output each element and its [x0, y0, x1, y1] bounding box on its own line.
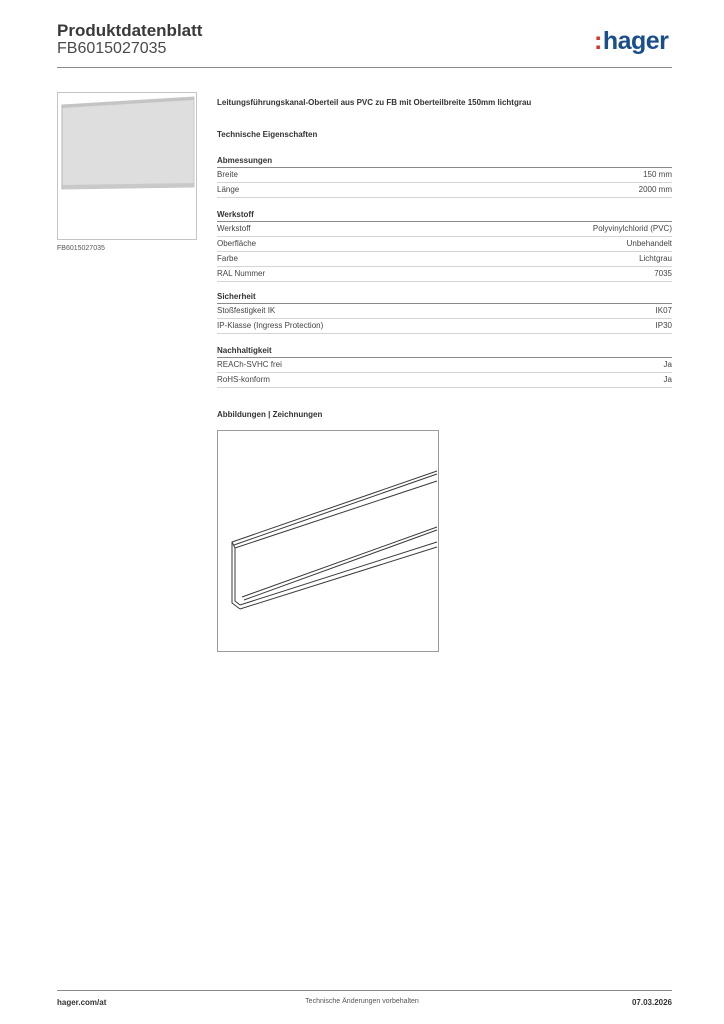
logo-text: hager [602, 27, 669, 55]
table-row [217, 222, 672, 237]
footer-divider [57, 990, 672, 991]
row-value: Ja [663, 375, 672, 384]
header-divider [57, 67, 672, 68]
table-row [217, 319, 672, 334]
row-label: IP-Klasse (Ingress Protection) [217, 321, 324, 330]
footer-date: 07.03.2026 [631, 998, 672, 1007]
hager-logo [594, 27, 668, 56]
row-value: Lichtgrau [639, 254, 672, 263]
group-sustainability [217, 345, 672, 388]
product-description: Leitungsführungskanal-Oberteil aus PVC zu FB mit Oberteilbreite 150mm lichtgrau [217, 98, 532, 107]
row-label: Werkstoff [217, 224, 251, 233]
footer-notice: Technische Änderungen vorbehalten [305, 998, 419, 1005]
row-label: RAL Nummer [217, 269, 266, 278]
table-row [217, 183, 672, 198]
row-value: IK07 [655, 306, 672, 315]
row-value: 7035 [654, 269, 672, 278]
technical-drawing [217, 430, 439, 652]
page-title: Produktdatenblatt [57, 21, 203, 40]
group-dimensions [217, 155, 672, 198]
row-value: Ja [663, 360, 672, 369]
row-value: Unbehandelt [626, 239, 672, 248]
group-safety [217, 291, 672, 334]
table-row [217, 168, 672, 183]
table-row [217, 304, 672, 319]
row-label: RoHS-konform [217, 375, 270, 384]
row-label: Stoßfestigkeit IK [217, 306, 276, 315]
row-value: 150 mm [643, 170, 672, 179]
footer-website-link[interactable]: hager.com/at [57, 998, 107, 1007]
cable-duct-cover-image [58, 93, 196, 239]
table-row [217, 237, 672, 252]
product-image [57, 92, 197, 240]
group-heading: Sicherheit [217, 291, 672, 304]
row-label: Farbe [217, 254, 238, 263]
row-label: Breite [217, 170, 238, 179]
row-value: IP30 [655, 321, 672, 330]
drawings-heading: Abbildungen | Zeichnungen [217, 410, 323, 419]
image-caption: FB6015027035 [57, 245, 105, 252]
group-heading: Nachhaltigkeit [217, 345, 672, 358]
group-heading: Abmessungen [217, 155, 672, 168]
duct-cover-drawing [218, 431, 438, 651]
table-row [217, 358, 672, 373]
table-row [217, 267, 672, 282]
product-number: FB6015027035 [57, 40, 167, 57]
row-label: Oberfläche [217, 239, 257, 248]
group-heading: Werkstoff [217, 209, 672, 222]
table-row [217, 373, 672, 388]
logo-colon-icon: : [594, 27, 602, 55]
row-label: Länge [217, 185, 240, 194]
row-label: REACh-SVHC frei [217, 360, 282, 369]
group-material [217, 209, 672, 282]
row-value: Polyvinylchlorid (PVC) [592, 224, 672, 233]
row-value: 2000 mm [638, 185, 672, 194]
technical-properties-heading: Technische Eigenschaften [217, 130, 318, 139]
table-row [217, 252, 672, 267]
